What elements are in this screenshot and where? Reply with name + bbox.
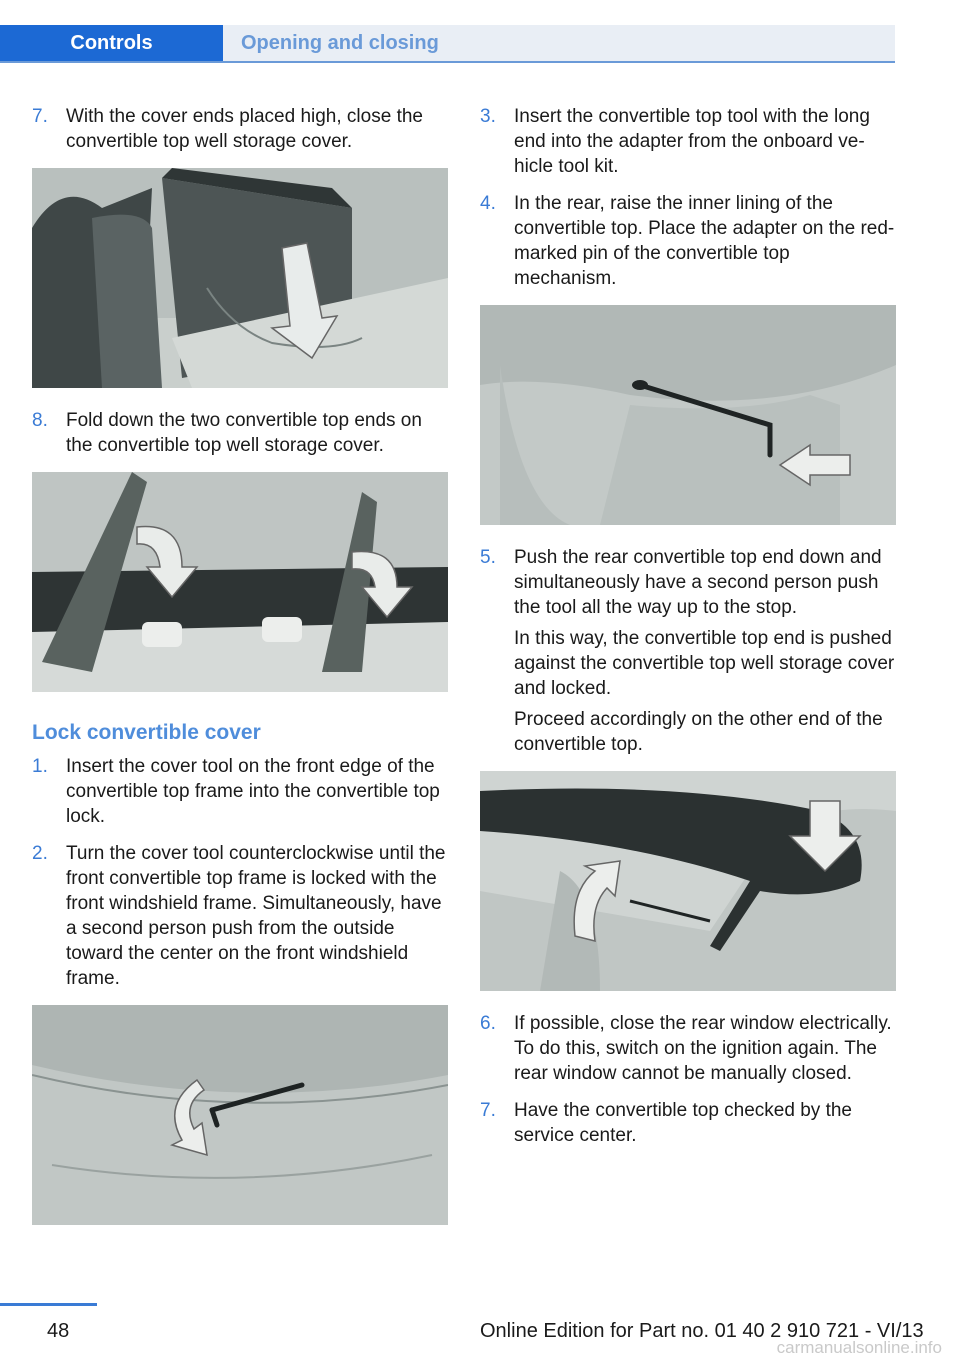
fold-ends-illustration-graphic	[32, 472, 448, 692]
push-tool-illustration-graphic	[480, 771, 896, 991]
illustration-turn-cover-tool	[32, 1005, 448, 1225]
watermark: carmanualsonline.info	[776, 1338, 942, 1357]
step-text: Have the convertible top checked by the service center.	[514, 1100, 852, 1146]
left-column	[32, 104, 448, 1245]
header-rule	[0, 61, 895, 63]
step-text: Insert the cover tool on the front edge of the convertible top frame into the convertible top lock.	[66, 756, 440, 827]
illustration-fold-top-ends	[32, 472, 448, 692]
step-number: 7.	[32, 106, 48, 127]
step-2-turn-cover-tool	[32, 841, 448, 991]
footer-rule	[0, 1303, 97, 1306]
step-text: Fold down the two convertible top ends on the convertible top well storage cover.	[66, 410, 422, 456]
edition-note: Online Edition for Part no. 01 40 2 910 721 - VI/13	[480, 1320, 924, 1342]
step-number: 7.	[480, 1100, 496, 1121]
step-text: With the cover ends placed high, close the convertible top well storage cover.	[66, 106, 423, 152]
step-text: In the rear, raise the inner lining of the convertible top. Place the adapter on the red-marked pin of the convertible top mechanism.	[514, 193, 895, 289]
step-number: 8.	[32, 410, 48, 431]
close-cover-illustration-graphic	[32, 168, 448, 388]
step-text: Push the rear convertible top end down and simultaneously have a second person push the tool all the way up to the stop.	[514, 547, 882, 618]
step-text: If possible, close the rear window electrically. To do this, switch on the ignition again. The rear window cannot be manually closed.	[514, 1013, 892, 1084]
adapter-illustration-graphic	[480, 305, 896, 525]
step-number: 5.	[480, 547, 496, 568]
step-note: In this way, the convertible top end is pushed against the convertible top well storage cover and locked.	[514, 628, 895, 699]
turn-tool-illustration-graphic	[32, 1005, 448, 1225]
step-8-fold-ends	[32, 408, 448, 458]
right-column	[480, 104, 896, 1160]
step-number: 6.	[480, 1013, 496, 1034]
section-title-lock-cover: Lock convertible cover	[32, 721, 261, 744]
step-number: 1.	[32, 756, 48, 777]
section-tab-opening-closing[interactable]: Opening and closing	[223, 25, 895, 61]
page-number: 48	[47, 1320, 70, 1342]
illustration-close-storage-cover	[32, 168, 448, 388]
illustration-place-adapter	[480, 305, 896, 525]
step-text: Turn the cover tool counterclockwise until the front convertible top frame is locked with the front windshield frame. Simultaneously, have a second person push from the outside toward the center on the front windshield frame.	[66, 843, 446, 989]
page-header	[0, 25, 895, 62]
step-3-insert-top-tool	[480, 104, 896, 179]
step-number: 2.	[32, 843, 48, 864]
step-5-push-top-end	[480, 545, 896, 757]
illustration-push-tool	[480, 771, 896, 991]
step-7-service-check	[480, 1098, 896, 1148]
step-7-close-cover	[32, 104, 448, 154]
step-6-close-rear-window	[480, 1011, 896, 1086]
step-text: Insert the convertible top tool with the long end into the adapter from the onboard vehicle tool kit.	[514, 106, 870, 177]
step-number: 4.	[480, 193, 496, 214]
step-1-insert-cover-tool	[32, 754, 448, 829]
step-4-raise-lining	[480, 191, 896, 291]
section-tab-controls[interactable]: Controls	[0, 25, 223, 61]
step-number: 3.	[480, 106, 496, 127]
step-note: Proceed accordingly on the other end of the convertible top.	[514, 709, 883, 755]
